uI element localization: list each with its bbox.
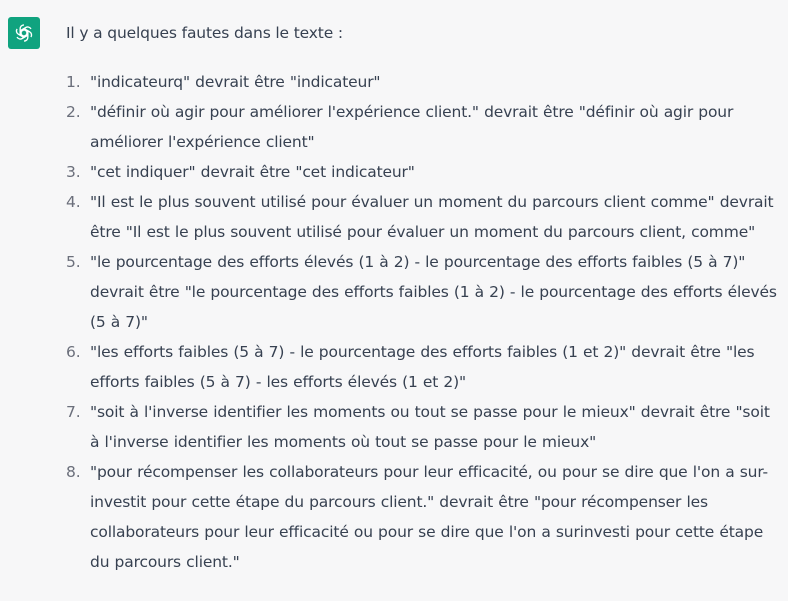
list-number: 5.: [66, 253, 81, 271]
message-content: [66, 18, 784, 577]
list-number: 7.: [66, 403, 81, 421]
list-number: 4.: [66, 193, 81, 211]
list-text: "pour récompenser les collaborateurs pour leur efficacité, ou pour se dire que l'on a sur-investit pour cette étape du parcours client." devrait être "pour récompenser les collaborateurs pour leur efficacité ou pour se dire que l'on a surinvesti pour cette étape du parcours client.": [90, 463, 768, 571]
list-number: 8.: [66, 463, 81, 481]
corrections-list: [66, 67, 784, 577]
list-item: [66, 187, 784, 247]
assistant-avatar: [8, 17, 40, 49]
list-item: [66, 457, 784, 577]
list-item: [66, 337, 784, 397]
list-text: "soit à l'inverse identifier les moments ou tout se passe pour le mieux" devrait être "soit à l'inverse identifier les moments où tout se passe pour le mieux": [90, 403, 770, 451]
list-number: 1.: [66, 73, 81, 91]
list-number: 3.: [66, 163, 81, 181]
list-text: "les efforts faibles (5 à 7) - le pourcentage des efforts faibles (1 et 2)" devrait être "les efforts faibles (5 à 7) - les efforts élevés (1 et 2)": [90, 343, 755, 391]
list-text: "le pourcentage des efforts élevés (1 à 2) - le pourcentage des efforts faibles (5 à 7)" devrait être "le pourcentage des efforts faibles (1 à 2) - le pourcentage des efforts élevés (5 à 7)": [90, 253, 777, 331]
list-text: "indicateurq" devrait être "indicateur": [90, 73, 381, 91]
list-number: 2.: [66, 103, 81, 121]
list-text: "cet indiquer" devrait être "cet indicateur": [90, 163, 415, 181]
list-item: [66, 157, 784, 187]
list-item: [66, 247, 784, 337]
message-intro: Il y a quelques fautes dans le texte :: [66, 24, 343, 42]
list-number: 6.: [66, 343, 81, 361]
list-text: "définir où agir pour améliorer l'expérience client." devrait être "définir où agir pour améliorer l'expérience client": [90, 103, 734, 151]
list-text: "Il est le plus souvent utilisé pour évaluer un moment du parcours client comme" devrait être "Il est le plus souvent utilisé pour évaluer un moment du parcours client, comme": [90, 193, 774, 241]
list-item: [66, 67, 784, 97]
openai-logo-icon: [13, 22, 35, 44]
list-item: [66, 97, 784, 157]
list-item: [66, 397, 784, 457]
